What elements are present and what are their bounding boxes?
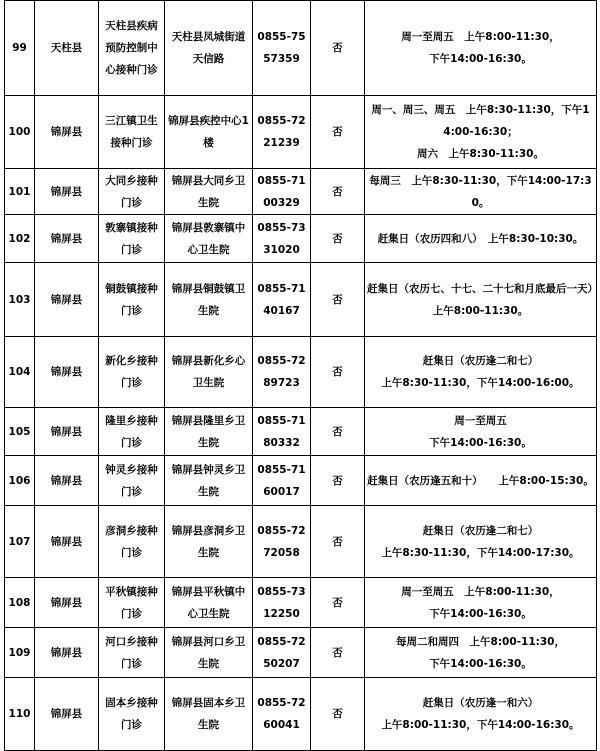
county-cell: 天柱县 (35, 1, 99, 96)
phone-cell: 0855-7260041 (253, 678, 311, 751)
hours-line: 赶集日（农历四和八） 上午8:30-10:30。 (377, 232, 584, 245)
clinic-name-cell: 固本乡接种门诊 (99, 678, 165, 751)
table-row (5, 337, 597, 408)
address-cell: 锦屏县河口乡卫生院 (165, 628, 253, 678)
row-number: 106 (5, 456, 35, 506)
phone-cell: 0855-7140167 (253, 263, 311, 337)
clinic-name-cell: 彦洞乡接种门诊 (99, 506, 165, 578)
flag-cell: 否 (311, 215, 365, 263)
flag-cell: 否 (311, 337, 365, 408)
flag-cell: 否 (311, 408, 365, 456)
table-row (5, 96, 597, 169)
county-cell: 锦屏县 (35, 456, 99, 506)
hours-line: 上午8:30-11:30，下午14:00-16:00。 (381, 377, 580, 389)
address-cell: 锦屏县彦洞乡卫生院 (165, 506, 253, 578)
hours-line: 周一至周五 (454, 414, 507, 427)
hours-line: 下午14:00-16:30。 (429, 53, 532, 65)
hours-cell (365, 456, 597, 506)
table-row (5, 1, 597, 96)
hours-line: 下午14:00-16:30。 (429, 657, 532, 670)
row-number: 105 (5, 408, 35, 456)
phone-cell: 0855-7250207 (253, 628, 311, 678)
clinic-table-body (5, 1, 597, 751)
flag-cell: 否 (311, 1, 365, 96)
phone-cell: 0855-7331020 (253, 215, 311, 263)
table-row (5, 456, 597, 506)
row-number: 110 (5, 678, 35, 751)
phone-cell: 0855-7289723 (253, 337, 311, 408)
flag-cell: 否 (311, 263, 365, 337)
county-cell: 锦屏县 (35, 215, 99, 263)
hours-line: 周一至周五 上午8:00-11:30， (401, 585, 560, 598)
hours-line: 下午14:00-16:30。 (429, 436, 532, 449)
row-number: 103 (5, 263, 35, 337)
phone-cell: 0855-7160017 (253, 456, 311, 506)
county-cell: 锦屏县 (35, 578, 99, 628)
hours-line: 每周二和周四 上午8:00-11:30， (396, 635, 565, 648)
address-cell: 锦屏县隆里乡卫生院 (165, 408, 253, 456)
address-cell: 锦屏县铜鼓镇卫生院 (165, 263, 253, 337)
hours-cell (365, 263, 597, 337)
row-number: 104 (5, 337, 35, 408)
clinic-table (4, 0, 597, 751)
table-row (5, 263, 597, 337)
hours-line: 周一、周三、周五 上午8:30-11:30，下午14:00-16:30； (371, 104, 590, 138)
hours-line: 赶集日（农历逢一和六） (422, 697, 539, 709)
hours-cell (365, 96, 597, 169)
hours-line: 上午8:00-11:30。 (432, 304, 529, 317)
flag-cell: 否 (311, 169, 365, 215)
county-cell: 锦屏县 (35, 678, 99, 751)
county-cell: 锦屏县 (35, 506, 99, 578)
county-cell: 锦屏县 (35, 337, 99, 408)
phone-cell: 0855-7557359 (253, 1, 311, 96)
address-cell: 锦屏县固本乡卫生院 (165, 678, 253, 751)
flag-cell: 否 (311, 678, 365, 751)
hours-cell (365, 1, 597, 96)
row-number: 101 (5, 169, 35, 215)
address-cell: 锦屏县大同乡卫生院 (165, 169, 253, 215)
address-cell: 锦屏县钟灵乡卫生院 (165, 456, 253, 506)
clinic-name-cell: 铜鼓镇接种门诊 (99, 263, 165, 337)
phone-cell: 0855-7100329 (253, 169, 311, 215)
flag-cell: 否 (311, 578, 365, 628)
row-number: 108 (5, 578, 35, 628)
county-cell: 锦屏县 (35, 263, 99, 337)
address-cell: 锦屏县敦寨镇中心卫生院 (165, 215, 253, 263)
table-row (5, 215, 597, 263)
address-cell: 锦屏县疾控中心1楼 (165, 96, 253, 169)
table-row (5, 169, 597, 215)
address-cell: 锦屏县平秋镇中心卫生院 (165, 578, 253, 628)
row-number: 109 (5, 628, 35, 678)
hours-line: 下午14:00-16:30。 (429, 607, 532, 620)
table-row (5, 506, 597, 578)
table-row (5, 628, 597, 678)
row-number: 107 (5, 506, 35, 578)
hours-line: 赶集日（农历逢二和七） (422, 355, 539, 367)
table-row (5, 578, 597, 628)
clinic-name-cell: 新化乡接种门诊 (99, 337, 165, 408)
hours-cell (365, 678, 597, 751)
clinic-name-cell: 平秋镇接种门诊 (99, 578, 165, 628)
hours-line: 赶集日（农历逢二和七） (422, 524, 539, 537)
row-number: 100 (5, 96, 35, 169)
flag-cell: 否 (311, 96, 365, 169)
hours-cell (365, 169, 597, 215)
table-row (5, 408, 597, 456)
hours-cell (365, 578, 597, 628)
county-cell: 锦屏县 (35, 408, 99, 456)
phone-cell: 0855-7180332 (253, 408, 311, 456)
address-cell: 天柱县凤城街道天信路 (165, 1, 253, 96)
hours-line: 周六 上午8:30-11:30。 (417, 148, 544, 160)
hours-cell (365, 337, 597, 408)
phone-cell: 0855-7272058 (253, 506, 311, 578)
hours-cell (365, 506, 597, 578)
phone-cell: 0855-7312250 (253, 578, 311, 628)
hours-cell (365, 408, 597, 456)
phone-cell: 0855-7221239 (253, 96, 311, 169)
row-number: 102 (5, 215, 35, 263)
flag-cell: 否 (311, 506, 365, 578)
clinic-name-cell: 河口乡接种门诊 (99, 628, 165, 678)
hours-line: 赶集日（农历七、十七、二十七和月底最后一天） (367, 282, 598, 295)
clinic-name-cell: 隆里乡接种门诊 (99, 408, 165, 456)
table-row (5, 678, 597, 751)
county-cell: 锦屏县 (35, 169, 99, 215)
clinic-name-cell: 天柱县疾病预防控制中心接种门诊 (99, 1, 165, 96)
row-number: 99 (5, 1, 35, 96)
county-cell: 锦屏县 (35, 628, 99, 678)
hours-line: 上午8:00-11:30，下午14:00-16:30。 (381, 719, 580, 731)
flag-cell: 否 (311, 628, 365, 678)
clinic-name-cell: 三江镇卫生接种门诊 (99, 96, 165, 169)
address-cell: 锦屏县新化乡心卫生院 (165, 337, 253, 408)
hours-line: 周一至周五 上午8:00-11:30， (401, 31, 560, 43)
hours-line: 上午8:30-11:30，下午14:00-17:30。 (381, 546, 580, 559)
clinic-name-cell: 敦寨镇接种门诊 (99, 215, 165, 263)
clinic-name-cell: 大同乡接种门诊 (99, 169, 165, 215)
clinic-name-cell: 钟灵乡接种门诊 (99, 456, 165, 506)
flag-cell: 否 (311, 456, 365, 506)
hours-cell (365, 628, 597, 678)
hours-line: 每周三 上午8:30-11:30，下午14:00-17:30。 (369, 174, 592, 209)
hours-cell (365, 215, 597, 263)
hours-line: 赶集日（农历逢五和十） 上午8:00-15:30。 (367, 474, 594, 487)
county-cell: 锦屏县 (35, 96, 99, 169)
